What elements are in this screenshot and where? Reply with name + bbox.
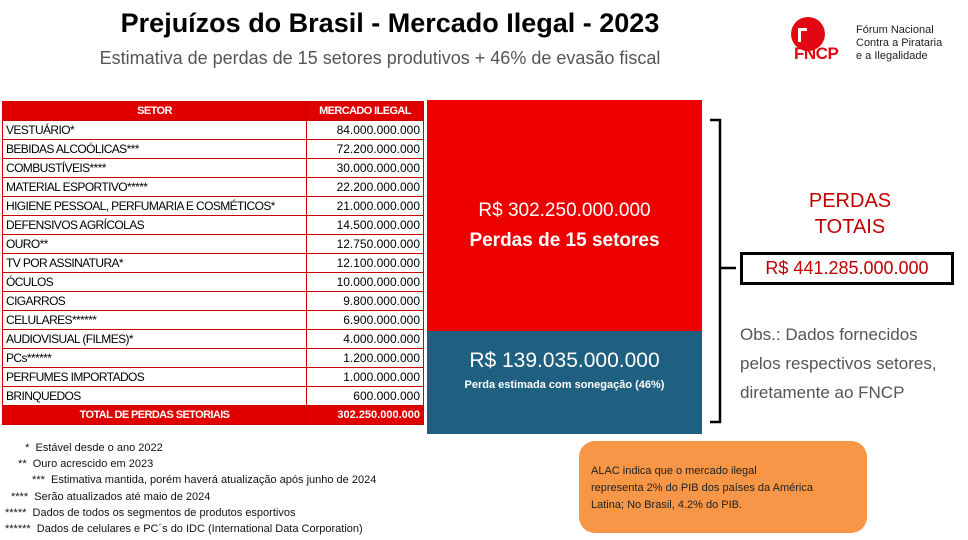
sector-name: BRINQUEDOS [3, 387, 307, 406]
total-losses-title-line: TOTAIS [814, 216, 886, 238]
table-row [3, 273, 424, 292]
sector-value: 10.000.000.000 [307, 273, 424, 292]
observation-line: pelos respectivos setores, [740, 354, 937, 373]
sector-name: OURO** [3, 235, 307, 254]
table-row [3, 368, 424, 387]
sector-name: AUDIOVISUAL (FILMES)* [3, 330, 307, 349]
page-title: Prejuízos do Brasil - Mercado Ilegal - 2023 [120, 8, 660, 38]
sector-losses-amount: R$ 302.250.000.000 [478, 200, 651, 221]
fncp-name-line: e a Ilegalidade [856, 50, 928, 62]
sector-losses-label: Perdas de 15 setores [469, 230, 660, 251]
alac-line: representa 2% do PIB dos países da América [591, 482, 813, 494]
table-row [3, 197, 424, 216]
table-row [3, 292, 424, 311]
table-header-row [3, 102, 424, 121]
column-header-sector: SETOR [3, 102, 307, 121]
total-value: 302.250.000.000 [307, 406, 424, 425]
table-row [3, 311, 424, 330]
footnote: **** Serão atualizados até maio de 2024 [11, 490, 211, 503]
alac-callout [579, 441, 867, 533]
total-label: TOTAL DE PERDAS SETORIAIS [3, 406, 307, 425]
alac-line: ALAC indica que o mercado ilegal [591, 465, 757, 477]
table-row [3, 254, 424, 273]
sector-value: 12.750.000.000 [307, 235, 424, 254]
total-losses-title [780, 188, 920, 240]
sector-name: PCs****** [3, 349, 307, 368]
page-subtitle: Estimativa de perdas de 15 setores produtivos + 46% de evasão fiscal [99, 48, 661, 68]
tax-evasion-label: Perda estimada com sonegação (46%) [464, 379, 665, 391]
sector-value: 30.000.000.000 [307, 159, 424, 178]
footnote: *** Estimativa mantida, porém haverá atualização após junho de 2024 [29, 474, 377, 487]
sector-name: VESTUÁRIO* [3, 121, 307, 140]
footnote: ** Ouro acrescido em 2023 [15, 458, 154, 471]
fncp-name-line: Contra a Pirataria [856, 37, 943, 49]
sector-name: CELULARES****** [3, 311, 307, 330]
sector-name: ÓCULOS [3, 273, 307, 292]
table-row [3, 178, 424, 197]
total-losses-amount: R$ 441.285.000.000 [740, 252, 954, 285]
fncp-name-line: Fórum Nacional [856, 24, 934, 36]
sector-value: 72.200.000.000 [307, 140, 424, 159]
tax-evasion-box [427, 331, 702, 434]
table-row [3, 121, 424, 140]
sector-name: COMBUSTÍVEIS**** [3, 159, 307, 178]
sector-name: DEFENSIVOS AGRÍCOLAS [3, 216, 307, 235]
table-body [3, 121, 424, 406]
sector-value: 22.200.000.000 [307, 178, 424, 197]
sector-value: 14.500.000.000 [307, 216, 424, 235]
alac-line: Latina; No Brasil, 4.2% do PIB. [591, 499, 743, 511]
fncp-logo-name [856, 24, 942, 63]
table-total-row [3, 406, 424, 425]
fncp-logo [786, 14, 966, 70]
sector-value: 21.000.000.000 [307, 197, 424, 216]
observation-line: Obs.: Dados fornecidos [740, 325, 918, 344]
table-row [3, 349, 424, 368]
table-row [3, 159, 424, 178]
sector-value: 600.000.000 [307, 387, 424, 406]
footnote: ****** Dados de celulares e PC´s do IDC (International Data Corporation) [5, 523, 363, 536]
sector-losses-table [2, 101, 424, 425]
sector-name: MATERIAL ESPORTIVO***** [3, 178, 307, 197]
total-losses-title-line: PERDAS [808, 190, 892, 212]
table-row [3, 330, 424, 349]
table-row [3, 140, 424, 159]
footnotes [5, 440, 425, 537]
tax-evasion-amount: R$ 139.035.000.000 [469, 349, 660, 372]
sector-value: 1.200.000.000 [307, 349, 424, 368]
observation-note [740, 320, 968, 407]
sector-name: HIGIENE PESSOAL, PERFUMARIA E COSMÉTICOS* [3, 197, 307, 216]
sector-value: 12.100.000.000 [307, 254, 424, 273]
table-row [3, 235, 424, 254]
sector-losses-box [427, 100, 702, 331]
observation-line: diretamente ao FNCP [740, 383, 905, 402]
sector-name: BEBIDAS ALCOÓLICAS*** [3, 140, 307, 159]
sector-name: TV POR ASSINATURA* [3, 254, 307, 273]
table-row [3, 387, 424, 406]
fncp-logo-acronym: FNCP [794, 44, 839, 63]
bracket-icon [708, 118, 738, 424]
footnote: ***** Dados de todos os segmentos de produtos esportivos [5, 506, 296, 519]
table-row [3, 216, 424, 235]
sector-value: 9.800.000.000 [307, 292, 424, 311]
sector-name: CIGARROS [3, 292, 307, 311]
sector-value: 6.900.000.000 [307, 311, 424, 330]
footnote: * Estável desde o ano 2022 [19, 442, 163, 454]
sector-name: PERFUMES IMPORTADOS [3, 368, 307, 387]
sector-value: 84.000.000.000 [307, 121, 424, 140]
sector-value: 4.000.000.000 [307, 330, 424, 349]
column-header-illegal-market: MERCADO ILEGAL [307, 102, 424, 121]
sector-value: 1.000.000.000 [307, 368, 424, 387]
